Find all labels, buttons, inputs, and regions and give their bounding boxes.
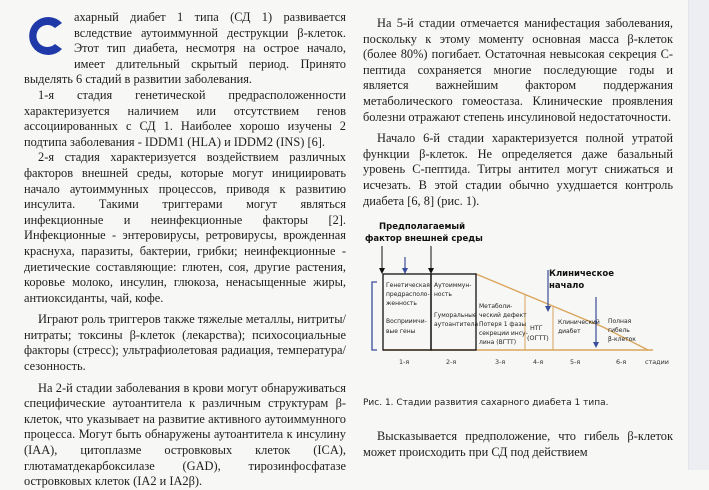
factor-label-2: фактор внешней среды [365, 234, 483, 244]
paragraph-intro [24, 10, 346, 88]
paragraph: 1-я стадия генетической предрасположенности характеризуется наличием или отсутствием генов ассоциированных с СД 1. Наиболее хорошо изучены 2 подтипа заболевания - IDDM1 (HLA) и IDDM2 (INS) [6]. [24, 87, 346, 149]
factor-label-1: Предполагаемый [379, 222, 466, 232]
clinical-onset-label-2: начало [549, 281, 585, 291]
box4-label: НТГ [530, 324, 543, 332]
box3-label: Потеря 1 фазы [479, 321, 527, 328]
box6-label: β-клеток [608, 336, 636, 343]
box1-label: Восприимчи- [386, 318, 427, 325]
paragraph: На 5-й стадии отмечается манифестация заболевания, поскольку к этому моменту основная масса β-клеток (более 80%) погибает. Остаточная невысокая секреция С-пептида сохраняется многие последующие годы и является важнейшим фактором поддержания метаболического гомеостаза. Клинические проявления болезни отражают степень инсулиновой недостаточности. [363, 16, 673, 124]
stage-label: 3-я [495, 358, 506, 366]
paragraph: 2-я стадия характеризуется воздействием различных факторов внешней среды, которые могут инициировать начало аутоиммунных процессов, приводя к развитию инсулита. Такими триггерами могут являться инфекционные и неинфекционные факторы [2]. Инфекционные - энтеровирусы, ретровирусы, врожденная краснуха, паразиты, бактерии, грибки; неинфекционные - диетические составляющие: глютен, соя, другие растения, коровье молоко, инсулин, глюкоза, ненасыщенные жиры, антиоксиданты, чай, кофе. [24, 150, 346, 305]
box-3-text [479, 303, 528, 346]
box-6-text [608, 318, 636, 343]
box1-label: Генетическая [386, 282, 430, 289]
box3-label: лина (ВГТТ) [479, 339, 517, 346]
box4-label: (ОГТТ) [527, 334, 549, 342]
box1-label: вые гены [386, 328, 416, 335]
paragraph: Высказывается предположение, что гибель β-клеток может происходить при СД под действием [363, 429, 673, 459]
intro-text: ахарный диабет 1 типа (СД 1) развивается вследствие аутоиммунной деструкции β-клеток. Этот тип диабета, несмотря на острое начало, имеет длительный скрытый период. Принято выделять 6 стадий в развитии заболевания. [24, 10, 346, 87]
left-column [24, 10, 346, 490]
bracket [372, 282, 377, 350]
figure-caption: Рис. 1. Стадии развития сахарного диабета 1 типа. [363, 398, 609, 408]
right-column [363, 10, 673, 209]
box2-label: аутоантитела [434, 321, 479, 328]
stages-axis-label: стадии [645, 358, 669, 366]
box-1-text [386, 282, 430, 335]
clinical-onset-label-1: Клиническое [549, 269, 614, 279]
dropcap-c-icon [24, 14, 68, 58]
box-2-text [434, 282, 478, 328]
stage-label: 6-я [616, 358, 627, 366]
paragraph: Играют роль триггеров также тяжелые металлы, нитриты/нитраты; токсины β-клеток (лекарства); психосоциальные факторы (стресс); ультрафиолетовая радиация, температура/сезонность. [24, 312, 346, 374]
arrow-down-icon [402, 257, 408, 274]
box-4-text [527, 324, 549, 342]
stage-axis [399, 358, 669, 366]
box5-label: Клинический [558, 319, 600, 326]
stage-label: 5-я [570, 358, 581, 366]
box1-label: предрасполо- [386, 291, 430, 298]
box6-label: Полная [608, 318, 632, 325]
box2-label: Аутоиммун- [434, 282, 472, 289]
box2-label: Гуморальные [434, 312, 477, 319]
paragraph: На 2-й стадии заболевания в крови могут обнаруживаться специфические аутоантитела к различным структурам β-клеток, что указывает на развитие активного аутоиммунного процесса. Могут быть обнаружены аутоантитела к инсулину (IAA), цитоплазме островковых клеток (ICA), глютаматдекарбоксилазе (GAD), тирозинфосфатазе островковых клеток (IA2 и IA2β). [24, 380, 346, 489]
box3-label: ческий дефект [479, 312, 527, 319]
stages-diagram [363, 212, 685, 412]
box-5-text [558, 319, 600, 335]
box3-label: Метаболи- [479, 303, 513, 310]
paragraph: Начало 6-й стадии характеризуется полной утратой функции β-клеток. Не определяется даже базальный уровень С-пептида. Титры антител могут снижаться и исчезать. В этой стадии обычно ухудшается контроль диабета [6, 8] (рис. 1). [363, 131, 673, 208]
stage-label: 1-я [399, 358, 410, 366]
arrow-down-icon [428, 246, 434, 274]
stage-label: 2-я [446, 358, 457, 366]
box1-label: женность [386, 300, 417, 307]
box3-label: секреции инсу- [479, 330, 528, 337]
arrow-down-icon [379, 246, 385, 274]
dropcap [24, 14, 68, 58]
box6-label: гибель [608, 327, 630, 334]
box5-label: диабет [558, 328, 581, 335]
box2-label: ность [434, 291, 452, 298]
stage-label: 4-я [533, 358, 544, 366]
page-edge [688, 0, 709, 470]
